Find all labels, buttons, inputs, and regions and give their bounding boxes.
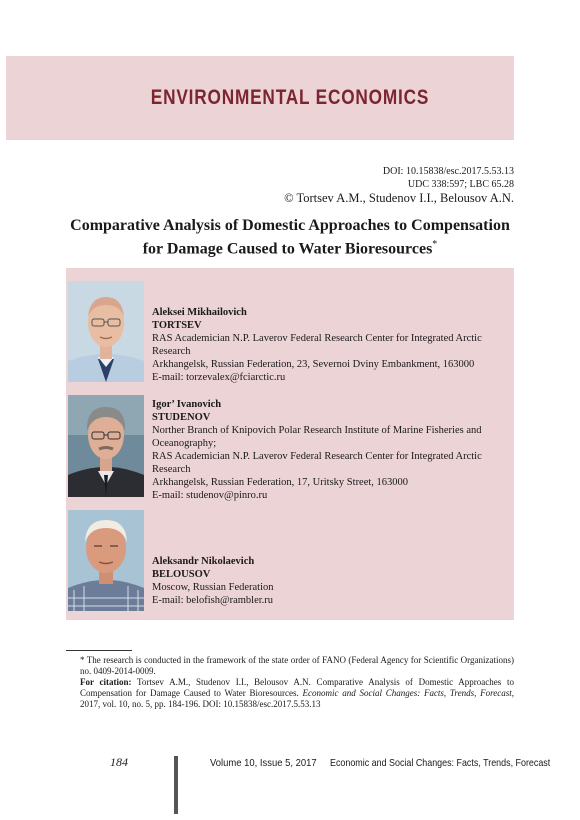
author-info-belousov <box>152 555 492 607</box>
author-last-name: STUDENOV <box>152 412 211 423</box>
research-footnote-text: * The research is conducted in the framework of the state order of FANO (Federal Agency for Scientific Organizations) no. 0409-2014-0009. <box>80 655 514 676</box>
author-address: Arkhangelsk, Russian Federation, 23, Severnoi Dviny Embankment, 163000 <box>152 359 475 370</box>
journal-name: Economic and Social Changes: Facts, Trends, Forecast <box>330 757 551 769</box>
footer-divider <box>174 756 178 814</box>
author-photo-belousov <box>68 510 144 611</box>
copyright: © Tortsev A.M., Studenov I.I., Belousov A.N. <box>284 191 514 205</box>
author-photo-studenov <box>68 395 144 497</box>
citation-footnote <box>66 677 514 710</box>
author-first-name: Aleksandr Nikolaevich <box>152 556 255 567</box>
author-photo-tortsev <box>68 281 144 382</box>
article-title-line2: for Damage Caused to Water Bioresources <box>142 240 433 258</box>
section-title: ENVIRONMENTAL ECONOMICS <box>150 86 430 109</box>
article-title <box>66 216 514 258</box>
author-first-name: Aleksei Mikhailovich <box>152 307 247 318</box>
doi: DOI: 10.15838/esc.2017.5.53.13 <box>382 166 514 177</box>
research-footnote <box>66 655 514 677</box>
author-info-studenov <box>152 398 492 502</box>
author-address: Arkhangelsk, Russian Federation, 17, Uritsky Street, 163000 <box>152 477 409 488</box>
author-info-tortsev <box>152 306 492 384</box>
author-affiliation: RAS Academician N.P. Laverov Federal Research Center for Integrated Arctic Research <box>152 333 482 357</box>
author-affiliation: Norther Branch of Knipovich Polar Research Institute of Marine Fisheries and Oceanography; <box>152 425 482 449</box>
author-address: Moscow, Russian Federation <box>152 582 274 593</box>
udc: UDC 338:597; LBC 65.28 <box>407 179 514 190</box>
page-number: 184 <box>110 755 128 769</box>
citation-tail: 2017, vol. 10, no. 5, pp. 184-196. DOI: 10.15838/esc.2017.5.53.13 <box>80 699 321 709</box>
article-title-line1: Comparative Analysis of Domestic Approaches to Compensation <box>70 217 510 234</box>
author-email: E-mail: torzevalex@fciarctic.ru <box>152 372 286 383</box>
author-first-name: Igor’ Ivanovich <box>152 399 222 410</box>
article-title-line2-wrap <box>66 235 514 258</box>
author-affiliation: RAS Academician N.P. Laverov Federal Research Center for Integrated Arctic Research <box>152 451 482 475</box>
citation-journal: Economic and Social Changes: Facts, Trends, Forecast, <box>302 688 514 698</box>
author-last-name: BELOUSOV <box>152 569 211 580</box>
author-last-name: TORTSEV <box>152 320 202 331</box>
author-email: E-mail: studenov@pinro.ru <box>152 490 268 501</box>
citation-label: For citation: <box>80 677 132 687</box>
citation-wrap <box>66 677 514 710</box>
footnote-marker: * <box>432 239 438 250</box>
citation-text: Tortsev A.M., Studenov I.I., Belousov A.N. Comparative Analysis of Domestic Approaches to Compensation for Damage Caused to Water Bioresources. <box>80 677 514 698</box>
footnote-divider <box>66 650 132 651</box>
issue-info: Volume 10, Issue 5, 2017 <box>210 757 317 769</box>
author-email: E-mail: belofish@rambler.ru <box>152 595 274 606</box>
